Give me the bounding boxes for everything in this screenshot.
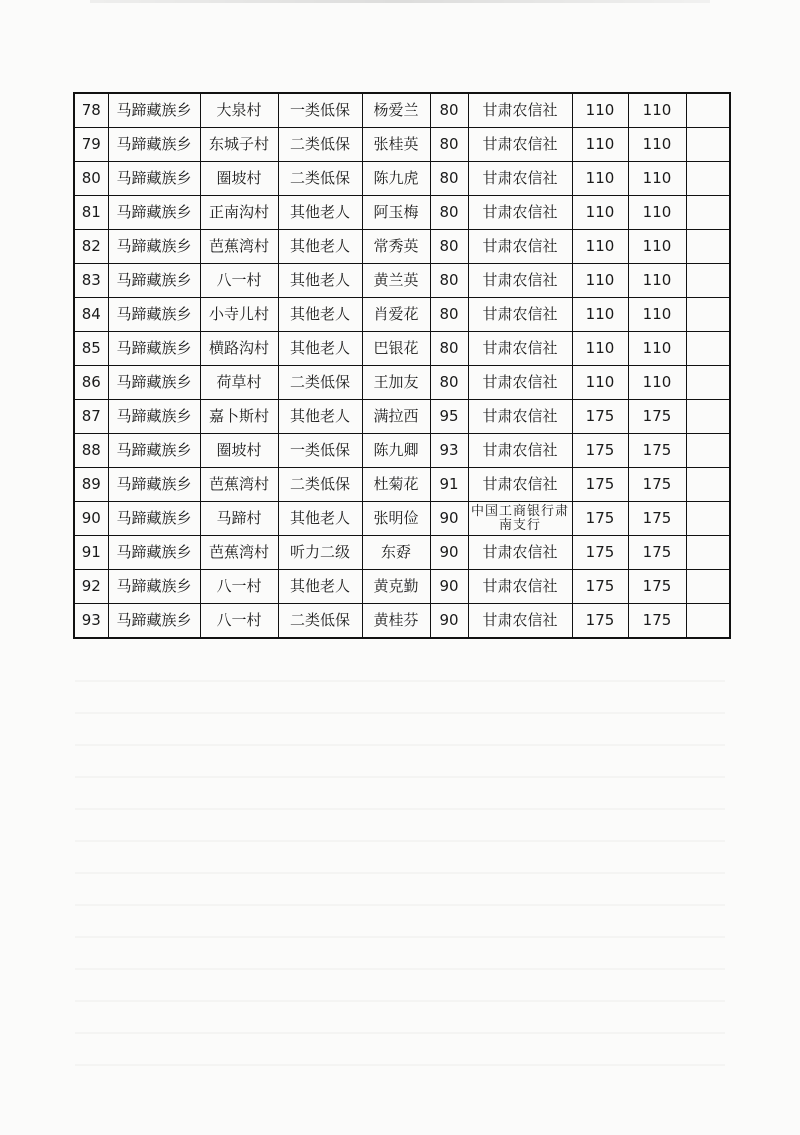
- age-cell: 93: [430, 434, 468, 468]
- standard-amount-cell: 175: [572, 502, 628, 536]
- village-cell: 芭蕉湾村: [200, 468, 278, 502]
- age-cell: 80: [430, 230, 468, 264]
- category-cell: 其他老人: [278, 196, 362, 230]
- remarks-cell: [686, 570, 730, 604]
- table-body: [74, 93, 730, 638]
- person-name-cell: 张明俭: [362, 502, 430, 536]
- village-cell: 圈坡村: [200, 434, 278, 468]
- table-row: [74, 230, 730, 264]
- remarks-cell: [686, 230, 730, 264]
- township-cell: 马蹄藏族乡: [108, 128, 200, 162]
- row-number-cell: 91: [74, 536, 108, 570]
- subsidy-table: [73, 92, 731, 639]
- standard-amount-cell: 110: [572, 128, 628, 162]
- category-cell: 一类低保: [278, 93, 362, 128]
- standard-amount-cell: 110: [572, 332, 628, 366]
- township-cell: 马蹄藏族乡: [108, 162, 200, 196]
- bank-cell: 甘肃农信社: [468, 366, 572, 400]
- person-name-cell: 陈九虎: [362, 162, 430, 196]
- village-cell: 小寺儿村: [200, 298, 278, 332]
- person-name-cell: 常秀英: [362, 230, 430, 264]
- table-row: [74, 570, 730, 604]
- category-cell: 其他老人: [278, 502, 362, 536]
- remarks-cell: [686, 604, 730, 639]
- row-number-cell: 84: [74, 298, 108, 332]
- village-cell: 八一村: [200, 264, 278, 298]
- standard-amount-cell: 110: [572, 366, 628, 400]
- age-cell: 91: [430, 468, 468, 502]
- township-cell: 马蹄藏族乡: [108, 570, 200, 604]
- category-cell: 其他老人: [278, 332, 362, 366]
- category-cell: 其他老人: [278, 230, 362, 264]
- bank-cell: 甘肃农信社: [468, 162, 572, 196]
- row-number-cell: 78: [74, 93, 108, 128]
- row-number-cell: 89: [74, 468, 108, 502]
- bank-cell: 甘肃农信社: [468, 536, 572, 570]
- category-cell: 二类低保: [278, 604, 362, 639]
- paid-amount-cell: 175: [628, 570, 686, 604]
- bank-cell: 甘肃农信社: [468, 128, 572, 162]
- township-cell: 马蹄藏族乡: [108, 93, 200, 128]
- table-row: [74, 162, 730, 196]
- village-cell: 芭蕉湾村: [200, 536, 278, 570]
- remarks-cell: [686, 502, 730, 536]
- age-cell: 80: [430, 196, 468, 230]
- remarks-cell: [686, 162, 730, 196]
- standard-amount-cell: 175: [572, 468, 628, 502]
- standard-amount-cell: 175: [572, 400, 628, 434]
- person-name-cell: 黄克勤: [362, 570, 430, 604]
- village-cell: 嘉卜斯村: [200, 400, 278, 434]
- township-cell: 马蹄藏族乡: [108, 400, 200, 434]
- paid-amount-cell: 110: [628, 93, 686, 128]
- standard-amount-cell: 110: [572, 264, 628, 298]
- table-row: [74, 502, 730, 536]
- bank-cell: 甘肃农信社: [468, 400, 572, 434]
- person-name-cell: 陈九卿: [362, 434, 430, 468]
- bank-cell: 甘肃农信社: [468, 468, 572, 502]
- paid-amount-cell: 175: [628, 400, 686, 434]
- category-cell: 其他老人: [278, 400, 362, 434]
- row-number-cell: 79: [74, 128, 108, 162]
- person-name-cell: 张桂英: [362, 128, 430, 162]
- remarks-cell: [686, 128, 730, 162]
- bank-cell: 甘肃农信社: [468, 196, 572, 230]
- table-row: [74, 434, 730, 468]
- township-cell: 马蹄藏族乡: [108, 366, 200, 400]
- village-cell: 圈坡村: [200, 162, 278, 196]
- standard-amount-cell: 110: [572, 230, 628, 264]
- row-number-cell: 86: [74, 366, 108, 400]
- standard-amount-cell: 175: [572, 570, 628, 604]
- paid-amount-cell: 110: [628, 264, 686, 298]
- paid-amount-cell: 175: [628, 468, 686, 502]
- age-cell: 95: [430, 400, 468, 434]
- table-row: [74, 604, 730, 639]
- paid-amount-cell: 110: [628, 366, 686, 400]
- bank-cell: 甘肃农信社: [468, 93, 572, 128]
- township-cell: 马蹄藏族乡: [108, 468, 200, 502]
- remarks-cell: [686, 93, 730, 128]
- category-cell: 听力二级: [278, 536, 362, 570]
- village-cell: 芭蕉湾村: [200, 230, 278, 264]
- age-cell: 90: [430, 604, 468, 639]
- person-name-cell: 东孬: [362, 536, 430, 570]
- age-cell: 90: [430, 536, 468, 570]
- township-cell: 马蹄藏族乡: [108, 298, 200, 332]
- table-row: [74, 332, 730, 366]
- category-cell: 一类低保: [278, 434, 362, 468]
- person-name-cell: 黄兰英: [362, 264, 430, 298]
- remarks-cell: [686, 536, 730, 570]
- remarks-cell: [686, 298, 730, 332]
- table-row: [74, 366, 730, 400]
- standard-amount-cell: 175: [572, 604, 628, 639]
- category-cell: 其他老人: [278, 570, 362, 604]
- scan-edge-mark: [90, 0, 710, 3]
- person-name-cell: 杨爱兰: [362, 93, 430, 128]
- category-cell: 二类低保: [278, 128, 362, 162]
- township-cell: 马蹄藏族乡: [108, 332, 200, 366]
- table-row: [74, 400, 730, 434]
- bank-cell: 甘肃农信社: [468, 570, 572, 604]
- paid-amount-cell: 110: [628, 332, 686, 366]
- remarks-cell: [686, 264, 730, 298]
- remarks-cell: [686, 366, 730, 400]
- village-cell: 荷草村: [200, 366, 278, 400]
- age-cell: 80: [430, 264, 468, 298]
- paid-amount-cell: 110: [628, 230, 686, 264]
- row-number-cell: 80: [74, 162, 108, 196]
- village-cell: 马蹄村: [200, 502, 278, 536]
- standard-amount-cell: 175: [572, 536, 628, 570]
- person-name-cell: 黄桂芬: [362, 604, 430, 639]
- table-row: [74, 93, 730, 128]
- row-number-cell: 85: [74, 332, 108, 366]
- table-row: [74, 264, 730, 298]
- category-cell: 二类低保: [278, 162, 362, 196]
- village-cell: 横路沟村: [200, 332, 278, 366]
- show-through-lines: [75, 650, 725, 1070]
- table-row: [74, 536, 730, 570]
- standard-amount-cell: 110: [572, 196, 628, 230]
- village-cell: 大泉村: [200, 93, 278, 128]
- village-cell: 东城子村: [200, 128, 278, 162]
- paid-amount-cell: 110: [628, 162, 686, 196]
- standard-amount-cell: 110: [572, 298, 628, 332]
- standard-amount-cell: 110: [572, 93, 628, 128]
- paid-amount-cell: 110: [628, 298, 686, 332]
- person-name-cell: 杜菊花: [362, 468, 430, 502]
- bank-cell: 甘肃农信社: [468, 298, 572, 332]
- age-cell: 80: [430, 93, 468, 128]
- row-number-cell: 87: [74, 400, 108, 434]
- person-name-cell: 满拉西: [362, 400, 430, 434]
- paid-amount-cell: 175: [628, 502, 686, 536]
- township-cell: 马蹄藏族乡: [108, 536, 200, 570]
- age-cell: 80: [430, 332, 468, 366]
- village-cell: 八一村: [200, 570, 278, 604]
- paid-amount-cell: 175: [628, 434, 686, 468]
- category-cell: 二类低保: [278, 366, 362, 400]
- standard-amount-cell: 110: [572, 162, 628, 196]
- remarks-cell: [686, 400, 730, 434]
- township-cell: 马蹄藏族乡: [108, 230, 200, 264]
- row-number-cell: 93: [74, 604, 108, 639]
- age-cell: 80: [430, 128, 468, 162]
- bank-cell: 甘肃农信社: [468, 434, 572, 468]
- paid-amount-cell: 110: [628, 128, 686, 162]
- category-cell: 其他老人: [278, 298, 362, 332]
- remarks-cell: [686, 434, 730, 468]
- paid-amount-cell: 175: [628, 536, 686, 570]
- age-cell: 80: [430, 298, 468, 332]
- row-number-cell: 83: [74, 264, 108, 298]
- bank-cell: 甘肃农信社: [468, 604, 572, 639]
- category-cell: 二类低保: [278, 468, 362, 502]
- table-row: [74, 196, 730, 230]
- person-name-cell: 巴银花: [362, 332, 430, 366]
- row-number-cell: 81: [74, 196, 108, 230]
- bank-cell: 甘肃农信社: [468, 332, 572, 366]
- township-cell: 马蹄藏族乡: [108, 196, 200, 230]
- table-row: [74, 468, 730, 502]
- age-cell: 90: [430, 502, 468, 536]
- township-cell: 马蹄藏族乡: [108, 434, 200, 468]
- paid-amount-cell: 175: [628, 604, 686, 639]
- row-number-cell: 82: [74, 230, 108, 264]
- village-cell: 八一村: [200, 604, 278, 639]
- remarks-cell: [686, 468, 730, 502]
- township-cell: 马蹄藏族乡: [108, 264, 200, 298]
- person-name-cell: 阿玉梅: [362, 196, 430, 230]
- village-cell: 正南沟村: [200, 196, 278, 230]
- remarks-cell: [686, 196, 730, 230]
- table-row: [74, 298, 730, 332]
- row-number-cell: 90: [74, 502, 108, 536]
- person-name-cell: 肖爱花: [362, 298, 430, 332]
- age-cell: 80: [430, 366, 468, 400]
- bank-cell: 中国工商银行肃南支行: [468, 502, 572, 536]
- age-cell: 90: [430, 570, 468, 604]
- township-cell: 马蹄藏族乡: [108, 502, 200, 536]
- bank-cell: 甘肃农信社: [468, 230, 572, 264]
- remarks-cell: [686, 332, 730, 366]
- township-cell: 马蹄藏族乡: [108, 604, 200, 639]
- category-cell: 其他老人: [278, 264, 362, 298]
- table-row: [74, 128, 730, 162]
- standard-amount-cell: 175: [572, 434, 628, 468]
- person-name-cell: 王加友: [362, 366, 430, 400]
- row-number-cell: 92: [74, 570, 108, 604]
- age-cell: 80: [430, 162, 468, 196]
- row-number-cell: 88: [74, 434, 108, 468]
- paid-amount-cell: 110: [628, 196, 686, 230]
- bank-cell: 甘肃农信社: [468, 264, 572, 298]
